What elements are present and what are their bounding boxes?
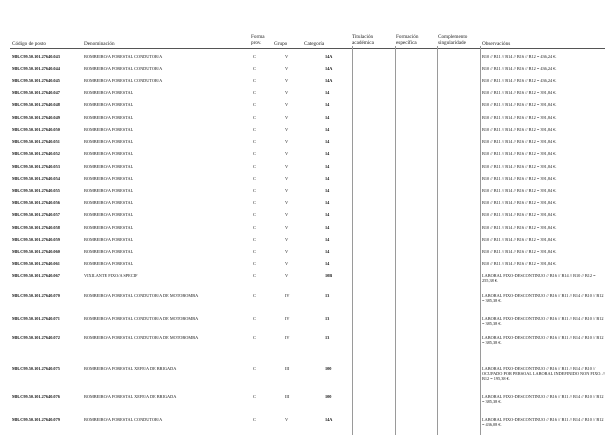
cell-grupo: V (285, 102, 289, 107)
cell-categoria: 14A (325, 54, 333, 59)
cell-denominacion: BOMBEIRO/A FORESTAL (84, 164, 134, 169)
cell-forma-provision: C (253, 127, 256, 132)
cell-codigo: MR.C99.50.101.27640.056 (12, 200, 60, 205)
cell-categoria: 14A (325, 417, 333, 422)
column-divider (395, 46, 396, 435)
cell-denominacion: BOMBEIRO/A FORESTAL XEFE/A DE BRIGADA (84, 394, 177, 399)
cell-grupo: IV (285, 335, 290, 340)
cell-forma-provision: C (253, 237, 256, 242)
cell-codigo: MR.C99.50.101.27640.076 (12, 394, 60, 399)
cell-grupo: III (285, 366, 290, 371)
cell-codigo: MR.C99.50.101.27640.067 (12, 273, 60, 278)
cell-categoria: 14 (325, 90, 330, 95)
cell-observacions: LABORAL FIXO-DESCONTINUO // B16 // B11 // B14 // B10 // B12 = 385,38 €. (482, 316, 604, 327)
cell-codigo: MR.C99.50.101.27640.050 (12, 127, 60, 132)
cell-grupo: V (285, 115, 289, 120)
cell-observacions: B10 // B11 // B14 // B16 // B12 = 391,84 €. (482, 127, 557, 132)
cell-grupo: V (285, 273, 289, 278)
cell-codigo: MR.C99.50.101.27640.043 (12, 54, 60, 59)
cell-observacions: B10 // B11 // B14 // B16 // B12 = 391,84 €. (482, 90, 557, 95)
cell-forma-provision: C (253, 188, 256, 193)
cell-codigo: MR.C99.50.101.27640.049 (12, 115, 60, 120)
cell-grupo: V (285, 261, 289, 266)
cell-categoria: 14 (325, 225, 330, 230)
header-formacion-line1: Formación (396, 34, 419, 40)
cell-observacions: B10 // B11 // B14 // B16 // B12 = 391,84 €. (482, 102, 557, 107)
cell-denominacion: BOMBEIRO/A FORESTAL (84, 151, 134, 156)
cell-codigo: MR.C99.50.101.27640.044 (12, 66, 60, 71)
cell-observacions: B10 // B11 // B14 // B16 // B12 = 391,84 €. (482, 261, 557, 266)
cell-forma-provision: C (253, 139, 256, 144)
cell-grupo: V (285, 90, 289, 95)
cell-grupo: V (285, 249, 289, 254)
cell-forma-provision: C (253, 225, 256, 230)
cell-forma-provision: C (253, 394, 256, 399)
cell-categoria: 14 (325, 115, 330, 120)
header-denominacion: Denominación (84, 41, 115, 47)
cell-denominacion: BOMBEIRO/A FORESTAL (84, 176, 134, 181)
header-titulacion-line1: Titulación (352, 34, 374, 40)
cell-denominacion: BOMBEIRO/A FORESTAL CONDUTOR/A (84, 54, 163, 59)
cell-codigo: MR.C99.50.101.27640.048 (12, 102, 60, 107)
cell-categoria: 14 (325, 188, 330, 193)
cell-forma-provision: C (253, 102, 256, 107)
cell-forma-provision: C (253, 115, 256, 120)
cell-observacions: B10 // B11 // B14 // B16 // B12 = 391,84 €. (482, 225, 557, 230)
cell-categoria: 14 (325, 139, 330, 144)
cell-grupo: V (285, 139, 289, 144)
cell-forma-provision: C (253, 212, 256, 217)
cell-denominacion: BOMBEIRO/A FORESTAL XEFE/A DE BRIGADA (84, 366, 177, 371)
cell-denominacion: BOMBEIRO/A FORESTAL (84, 115, 134, 120)
cell-forma-provision: C (253, 316, 256, 321)
cell-grupo: V (285, 200, 289, 205)
cell-observacions: B10 // B11 // B14 // B16 // B12 = 436,24 €. (482, 54, 557, 59)
cell-denominacion: BOMBEIRO/A FORESTAL (84, 261, 134, 266)
cell-observacions: B10 // B11 // B14 // B16 // B12 = 391,84 €. (482, 176, 557, 181)
cell-categoria: 100 (325, 394, 332, 399)
header-forma-line1: Forma (251, 34, 265, 40)
header-categoria: Categoría (304, 41, 325, 47)
header-forma-line2: prov. (251, 40, 262, 46)
cell-categoria: 100 (325, 366, 332, 371)
cell-observacions: B10 // B11 // B14 // B16 // B12 = 436,24 €. (482, 78, 557, 83)
cell-forma-provision: C (253, 335, 256, 340)
cell-codigo: MR.C99.50.101.27640.072 (12, 335, 60, 340)
cell-grupo: V (285, 78, 289, 83)
header-titulacion-line2: académica (352, 40, 374, 46)
cell-grupo: V (285, 212, 289, 217)
column-divider (480, 46, 481, 435)
column-divider (437, 46, 438, 435)
cell-forma-provision: C (253, 293, 256, 298)
cell-forma-provision: C (253, 54, 256, 59)
cell-categoria: 14 (325, 261, 330, 266)
cell-grupo: V (285, 417, 289, 422)
cell-forma-provision: C (253, 90, 256, 95)
cell-codigo: MR.C99.50.101.27640.058 (12, 225, 60, 230)
header-formacion (396, 34, 418, 46)
cell-denominacion: BOMBEIRO/A FORESTAL (84, 188, 134, 193)
cell-denominacion: BOMBEIRO/A FORESTAL (84, 225, 134, 230)
cell-codigo: MR.C99.50.101.27640.061 (12, 261, 60, 266)
cell-codigo: MR.C99.50.101.27640.079 (12, 417, 60, 422)
cell-categoria: 14 (325, 249, 330, 254)
cell-codigo: MR.C99.50.101.27640.070 (12, 293, 60, 298)
cell-denominacion: BOMBEIRO/A FORESTAL CONDUTOR/A DE MOTOBOMBA (84, 293, 199, 298)
cell-grupo: V (285, 151, 289, 156)
cell-codigo: MR.C99.50.101.27640.057 (12, 212, 60, 217)
cell-denominacion: BOMBEIRO/A FORESTAL CONDUTOR/A (84, 78, 163, 83)
cell-categoria: 14 (325, 102, 330, 107)
cell-denominacion: BOMBEIRO/A FORESTAL CONDUTOR/A DE MOTOBOMBA (84, 335, 199, 340)
cell-denominacion: BOMBEIRO/A FORESTAL (84, 139, 134, 144)
cell-codigo: MR.C99.50.101.27640.053 (12, 164, 60, 169)
header-titulacion (352, 34, 374, 46)
cell-grupo: V (285, 54, 289, 59)
cell-grupo: V (285, 176, 289, 181)
cell-observacions: B10 // B11 // B14 // B16 // B12 = 391,84 €. (482, 139, 557, 144)
cell-forma-provision: C (253, 200, 256, 205)
cell-forma-provision: C (253, 417, 256, 422)
cell-codigo: MR.C99.50.101.27640.054 (12, 176, 60, 181)
cell-denominacion: BOMBEIRO/A FORESTAL (84, 90, 134, 95)
cell-observacions: LABORAL FIXO-DESCONTINUO // B16 // B11 // B14 // B10 // OCUPADO POR PERSOAL LABORAL INDEFINIDO NON FIXO. // B12 = 195,38 €. (482, 366, 605, 382)
cell-codigo: MR.C99.50.101.27640.055 (12, 188, 60, 193)
cell-categoria: 14 (325, 127, 330, 132)
cell-grupo: V (285, 127, 289, 132)
cell-categoria: 14 (325, 176, 330, 181)
cell-grupo: V (285, 164, 289, 169)
cell-observacions: LABORAL FIXO-DESCONTINUO // B16 // B11 // B14 // B10 // B12 = 385,38 €. (482, 394, 604, 405)
header-complemento-line2: singularidade (438, 40, 466, 46)
cell-denominacion: BOMBEIRO/A FORESTAL CONDUTOR/A DE MOTOBOMBA (84, 316, 199, 321)
cell-denominacion: BOMBEIRO/A FORESTAL (84, 102, 134, 107)
cell-codigo: MR.C99.50.101.27640.051 (12, 139, 60, 144)
cell-forma-provision: C (253, 66, 256, 71)
cell-denominacion: BOMBEIRO/A FORESTAL (84, 212, 134, 217)
cell-categoria: 14 (325, 151, 330, 156)
cell-codigo: MR.C99.50.101.27640.075 (12, 366, 60, 371)
table-header (0, 0, 615, 49)
cell-categoria: 14 (325, 237, 330, 242)
cell-grupo: V (285, 188, 289, 193)
cell-observacions: B10 // B11 // B14 // B16 // B12 = 391,84 €. (482, 115, 557, 120)
header-forma (251, 34, 265, 46)
cell-grupo: V (285, 66, 289, 71)
cell-denominacion: BOMBEIRO/A FORESTAL (84, 237, 134, 242)
cell-categoria: 10B (325, 273, 333, 278)
header-formacion-line2: específica (396, 40, 417, 46)
cell-observacions: B10 // B11 // B14 // B16 // B12 = 391,84 €. (482, 237, 557, 242)
cell-codigo: MR.C99.50.101.27640.045 (12, 78, 60, 83)
header-complemento-line1: Complemento (438, 34, 468, 40)
cell-forma-provision: C (253, 249, 256, 254)
cell-categoria: 14A (325, 66, 333, 71)
cell-forma-provision: C (253, 273, 256, 278)
column-divider (352, 46, 353, 435)
cell-forma-provision: C (253, 164, 256, 169)
header-codigo: Código de posto (12, 41, 47, 47)
cell-categoria: 14 (325, 212, 330, 217)
cell-codigo: MR.C99.50.101.27640.052 (12, 151, 60, 156)
cell-observacions: B10 // B11 // B14 // B16 // B12 = 391,84 €. (482, 212, 557, 217)
cell-observacions: B10 // B11 // B14 // B16 // B12 = 391,84 €. (482, 200, 557, 205)
cell-forma-provision: C (253, 78, 256, 83)
cell-observacions: B10 // B11 // B14 // B16 // B12 = 436,24 €. (482, 66, 557, 71)
cell-codigo: MR.C99.50.101.27640.060 (12, 249, 60, 254)
cell-codigo: MR.C99.50.101.27640.059 (12, 237, 60, 242)
cell-categoria: 14A (325, 78, 333, 83)
cell-grupo: III (285, 394, 290, 399)
cell-forma-provision: C (253, 176, 256, 181)
cell-observacions: B10 // B11 // B14 // B16 // B12 = 391,84 €. (482, 164, 557, 169)
cell-forma-provision: C (253, 151, 256, 156)
cell-denominacion: BOMBEIRO/A FORESTAL (84, 127, 134, 132)
cell-observacions: LABORAL FIXO-DESCONTINUO // B16 // B14 // B10 // B12 = 255,38 €. (482, 273, 596, 284)
cell-grupo: V (285, 225, 289, 230)
cell-categoria: 14 (325, 164, 330, 169)
cell-grupo: IV (285, 316, 290, 321)
cell-categoria: 13 (325, 316, 330, 321)
header-observacions: Observacións (482, 41, 511, 47)
header-complemento (438, 34, 467, 46)
cell-categoria: 13 (325, 335, 330, 340)
cell-grupo: V (285, 237, 289, 242)
cell-codigo: MR.C99.50.101.27640.047 (12, 90, 60, 95)
cell-observacions: B10 // B11 // B14 // B16 // B12 = 391,84 €. (482, 249, 557, 254)
cell-denominacion: BOMBEIRO/A FORESTAL (84, 200, 134, 205)
cell-forma-provision: C (253, 261, 256, 266)
cell-denominacion: BOMBEIRO/A FORESTAL (84, 249, 134, 254)
cell-grupo: IV (285, 293, 290, 298)
cell-codigo: MR.C99.50.101.27640.071 (12, 316, 60, 321)
cell-observacions: B10 // B11 // B14 // B16 // B12 = 391,84 €. (482, 188, 557, 193)
cell-denominacion: BOMBEIRO/A FORESTAL CONDUTOR/A (84, 417, 163, 422)
cell-observacions: B10 // B11 // B14 // B16 // B12 = 391,84 €. (482, 151, 557, 156)
header-grupo: Grupo (274, 41, 288, 47)
cell-forma-provision: C (253, 366, 256, 371)
cell-observacions: LABORAL FIXO-DESCONTINUO // B16 // B11 // B14 // B10 // B12 = 436,08 €. (482, 417, 604, 428)
cell-denominacion: BOMBEIRO/A FORESTAL CONDUTOR/A (84, 66, 163, 71)
cell-categoria: 13 (325, 293, 330, 298)
cell-categoria: 14 (325, 200, 330, 205)
cell-denominacion: VIXILANTE FIXO/A SPECIF (84, 273, 138, 278)
header-underline (10, 48, 605, 49)
cell-observacions: LABORAL FIXO-DESCONTINUO // B16 // B11 // B14 // B10 // B12 = 385,38 €. (482, 293, 604, 304)
cell-observacions: LABORAL FIXO-DESCONTINUO // B16 // B11 // B14 // B10 // B12 = 385,38 €. (482, 335, 604, 346)
